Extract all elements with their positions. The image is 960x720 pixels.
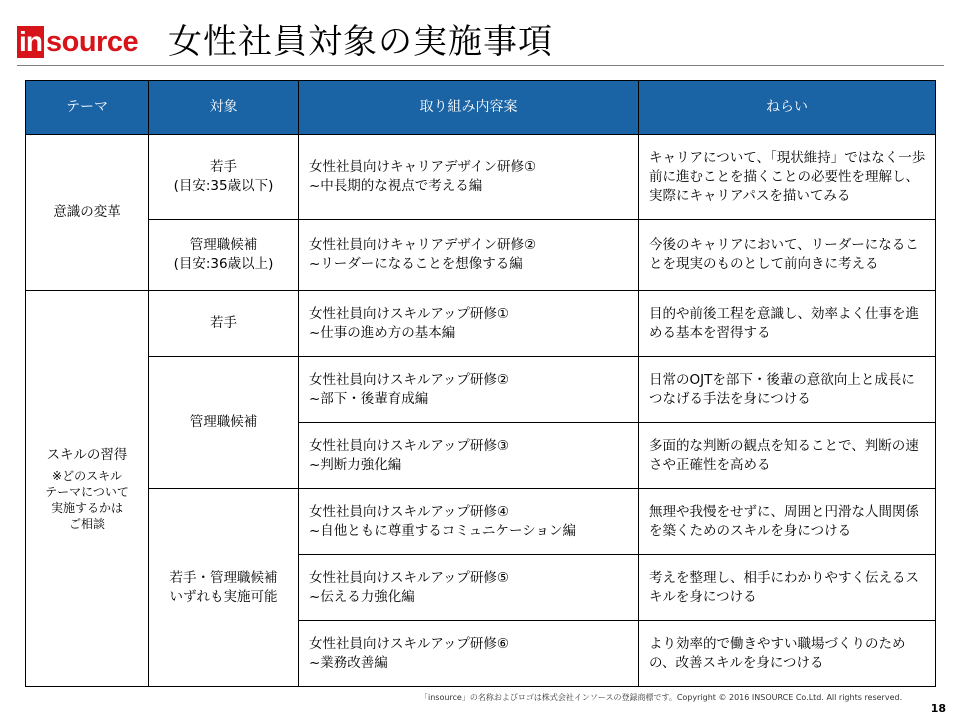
table-row — [26, 135, 936, 220]
program-cell — [299, 291, 639, 357]
table-row — [26, 489, 936, 555]
aim-cell: 考えを整理し、相手にわかりやすく伝えるスキルを身につける — [639, 555, 936, 621]
aim-cell: 無理や我慢をせずに、周囲と円滑な人間関係を築くためのスキルを身につける — [639, 489, 936, 555]
program-cell — [299, 489, 639, 555]
table-row — [26, 220, 936, 291]
program-subtitle: ~仕事の進め方の基本編 — [309, 324, 456, 341]
target-cell — [149, 220, 299, 291]
aim-cell: 目的や前後工程を意識し、効率よく仕事を進める基本を習得する — [639, 291, 936, 357]
target-label: 管理職候補 — [189, 237, 258, 253]
program-title: 女性社員向けスキルアップ研修⑥ — [309, 635, 510, 652]
aim-cell: キャリアについて、「現状維持」ではなく一歩前に進むことを描くことの必要性を理解し、実際にキャリアパスを描いてみる — [639, 135, 936, 220]
theme-label: 意識の変革 — [53, 204, 121, 220]
theme-cell-mindset — [26, 135, 149, 291]
title-divider — [17, 65, 944, 66]
column-header-theme: テーマ — [26, 81, 149, 135]
program-cell — [299, 135, 639, 220]
program-subtitle: ~部下・後輩育成編 — [309, 390, 429, 407]
table-row — [26, 357, 936, 423]
program-subtitle: ~判断力強化編 — [309, 456, 402, 473]
logo-mark: in — [17, 26, 44, 58]
target-note: いずれも実施可能 — [169, 588, 278, 605]
column-header-aim: ねらい — [639, 81, 936, 135]
target-cell — [149, 291, 299, 357]
insource-logo — [17, 25, 138, 59]
program-subtitle: ~業務改善編 — [309, 654, 388, 671]
program-cell — [299, 555, 639, 621]
target-note: (目安:35歳以下) — [173, 178, 274, 194]
program-title: 女性社員向けキャリアデザイン研修① — [309, 159, 537, 175]
program-subtitle: ~リーダーになることを想像する編 — [309, 256, 523, 272]
program-title: 女性社員向けスキルアップ研修① — [309, 305, 510, 322]
program-title: 女性社員向けスキルアップ研修③ — [309, 437, 510, 454]
target-cell — [149, 489, 299, 687]
page-number: 18 — [930, 702, 946, 715]
column-header-program: 取り組み内容案 — [299, 81, 639, 135]
aim-cell: より効率的で働きやすい職場づくりのための、改善スキルを身につける — [639, 621, 936, 687]
target-note: (目安:36歳以上) — [173, 256, 274, 272]
program-cell — [299, 220, 639, 291]
logo-text: source — [46, 25, 139, 58]
target-label: 若手 — [210, 315, 237, 331]
page-title: 女性社員対象の実施事項 — [168, 22, 553, 62]
program-cell — [299, 621, 639, 687]
program-title: 女性社員向けスキルアップ研修② — [309, 371, 510, 388]
table-header-row — [26, 81, 936, 135]
program-cell — [299, 357, 639, 423]
target-label: 管理職候補 — [189, 414, 258, 430]
program-cell — [299, 423, 639, 489]
copyright-notice: 「insource」の名称およびロゴは株式会社インソースの登録商標です。Copyright © 2016 INSOURCE Co.Ltd. All rights reserved. — [420, 693, 903, 702]
target-label: 若手・管理職候補 — [169, 569, 278, 586]
program-subtitle: ~中長期的な視点で考える編 — [309, 178, 483, 194]
theme-cell-skill — [26, 291, 149, 687]
program-title: 女性社員向けキャリアデザイン研修② — [309, 237, 537, 253]
measures-table — [25, 80, 936, 687]
aim-cell: 多面的な判断の観点を知ることで、判断の速さや正確性を高める — [639, 423, 936, 489]
aim-cell: 今後のキャリアにおいて、リーダーになることを現実のものとして前向きに考える — [639, 220, 936, 291]
target-cell — [149, 357, 299, 489]
program-title: 女性社員向けスキルアップ研修④ — [309, 503, 510, 520]
target-label: 若手 — [210, 159, 237, 175]
theme-label: スキルの習得 — [46, 446, 128, 463]
table-row — [26, 291, 936, 357]
target-cell — [149, 135, 299, 220]
program-subtitle: ~伝える力強化編 — [309, 588, 415, 605]
column-header-target: 対象 — [149, 81, 299, 135]
theme-note: ※どのスキル テーマについて 実施するかは ご相談 — [45, 468, 129, 531]
program-subtitle: ~自他ともに尊重するコミュニケーション編 — [309, 522, 577, 539]
aim-cell: 日常のOJTを部下・後輩の意欲向上と成長につなげる手法を身につける — [639, 357, 936, 423]
program-title: 女性社員向けスキルアップ研修⑤ — [309, 569, 510, 586]
